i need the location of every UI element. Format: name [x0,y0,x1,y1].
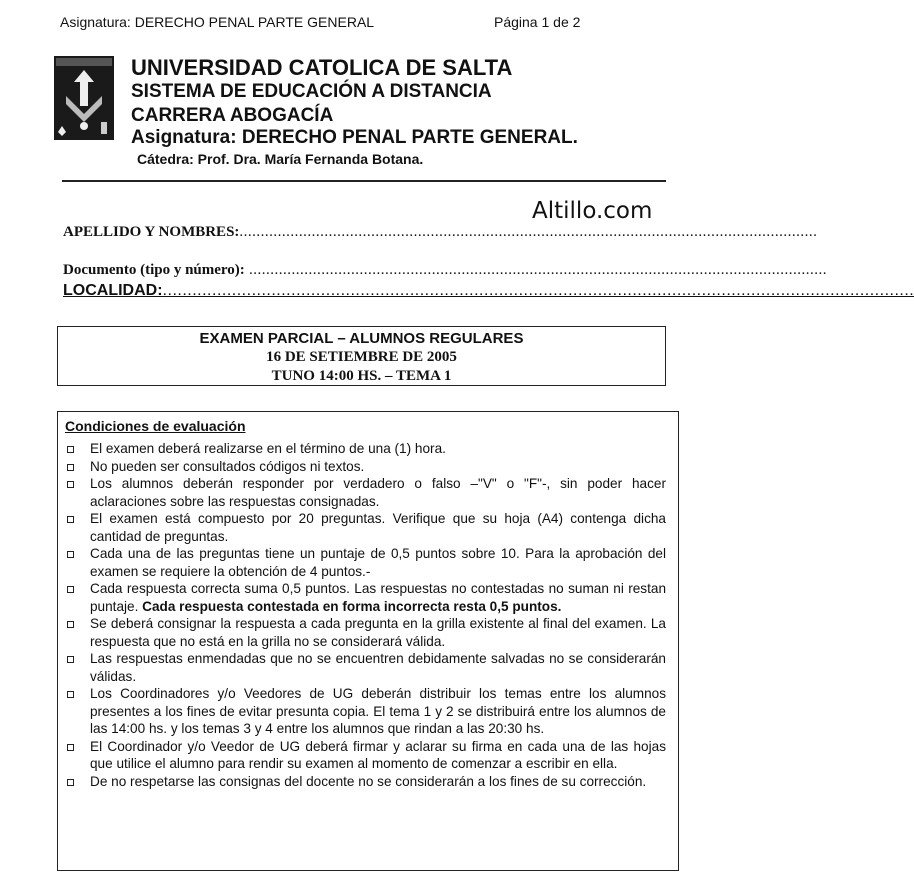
header-divider [62,180,666,182]
locality-label: LOCALIDAD: [63,282,163,299]
name-dotted-line: ........................................................................................................................................ [239,224,818,240]
name-label: APELLIDO Y NOMBRES: [63,224,240,240]
square-bullet-icon [67,779,74,786]
square-bullet-icon [67,516,74,523]
square-bullet-icon [67,551,74,558]
exam-shift: TUNO 14:00 HS. – TEMA 1 [271,368,452,384]
exam-info-box [57,326,666,386]
chair-professor: Cátedra: Prof. Dra. María Fernanda Botana. [137,151,424,167]
watermark-text: Altillo.com [532,198,653,224]
career-name: CARRERA ABOGACÍA [131,105,334,126]
list-item: No pueden ser consultados códigos ni textos. [65,458,666,476]
header-subject: Asignatura: DERECHO PENAL PARTE GENERAL [60,14,375,30]
square-bullet-icon [67,621,74,628]
square-bullet-icon [67,691,74,698]
list-item: Los Coordinadores y/o Veedores de UG deberán distribuir los temas entre los alumnos presentes a los fines de evitar presunta copia. El tema 1 y 2 se distribuirá entre los alumnos de las 14:00 hs. y los temas 3 y 4 entre los alumnos que rindan a las 20:30 hs. [65,685,666,738]
list-item: El Coordinador y/o Veedor de UG deberá firmar y aclarar su firma en cada una de las hojas que utilice el alumno para rendir su examen al momento de comenzar a escribir en ella. [65,738,666,773]
exam-date: 16 DE SETIEMBRE DE 2005 [266,349,457,365]
document-label: Documento (tipo y número): [63,262,245,278]
list-item: Los alumnos deberán responder por verdadero o falso –"V" o "F"-, sin poder hacer aclaraciones sobre las respuestas consignadas. [65,475,666,510]
conditions-title: Condiciones de evaluación [65,418,246,434]
locality-field[interactable] [63,282,914,300]
square-bullet-icon [67,656,74,663]
university-name: UNIVERSIDAD CATOLICA DE SALTA [131,55,513,80]
education-system: SISTEMA DE EDUCACIÓN A DISTANCIA [131,81,492,102]
list-item: El examen está compuesto por 20 preguntas. Verifique que su hoja (A4) contenga dicha cantidad de preguntas. [65,510,666,545]
square-bullet-icon [67,446,74,453]
square-bullet-icon [67,586,74,593]
university-crest-logo [54,56,114,140]
list-item: Las respuestas enmendadas que no se encuentren debidamente salvadas no se considerarán válidas. [65,650,666,685]
list-item: Se deberá consignar la respuesta a cada pregunta en la grilla existente al final del examen. La respuesta que no está en la grilla no se considerará válida. [65,615,666,650]
square-bullet-icon [67,464,74,471]
list-item: El examen deberá realizarse en el término de una (1) hora. [65,440,666,458]
exam-title: EXAMEN PARCIAL – ALUMNOS REGULARES [199,330,524,347]
page-number: Página 1 de 2 [494,14,581,30]
document-field[interactable] [63,262,828,279]
square-bullet-icon [67,481,74,488]
locality-dotted-line: ........................................................................................................................................................ [162,282,914,299]
name-field[interactable] [63,224,818,241]
list-item: De no respetarse las consignas del docente no se considerarán a los fines de su corrección. [65,773,666,791]
subject-name: Asignatura: DERECHO PENAL PARTE GENERAL. [131,127,578,148]
list-item: Cada una de las preguntas tiene un puntaje de 0,5 puntos sobre 10. Para la aprobación del examen se requiere la obtención de 4 puntos.- [65,545,666,580]
conditions-box [57,411,679,871]
square-bullet-icon [67,744,74,751]
list-item: Cada respuesta correcta suma 0,5 puntos. Las respuestas no contestadas no suman ni restan puntaje. Cada respuesta contestada en forma incorrecta resta 0,5 puntos. [65,580,666,615]
document-dotted-line: ........................................................................................................................................ [244,262,828,278]
conditions-list [65,440,666,790]
